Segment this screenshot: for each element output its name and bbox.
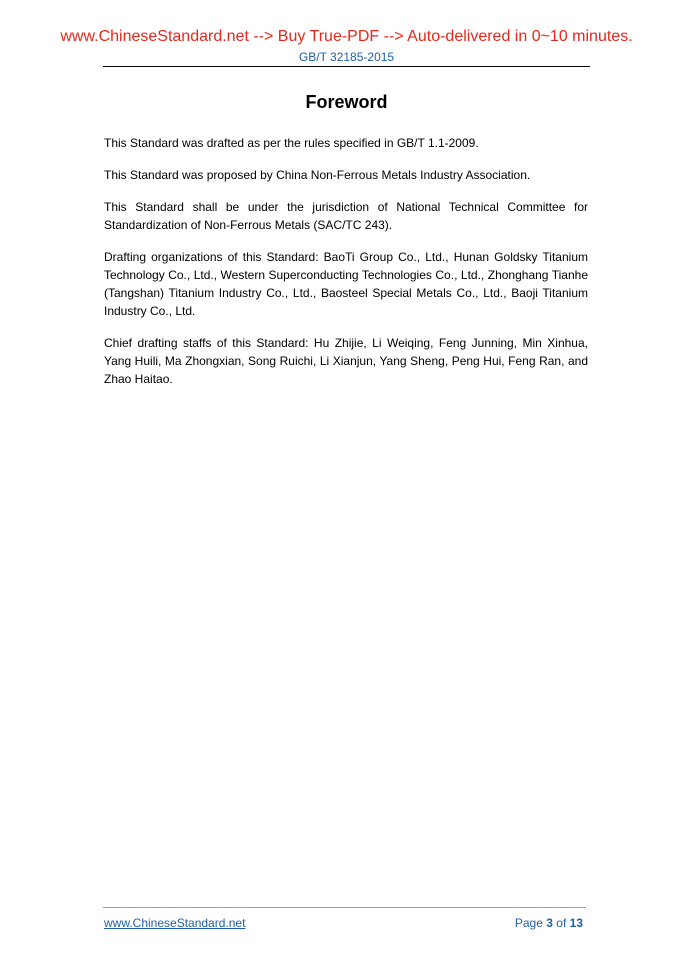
banner-link[interactable]: www.ChineseStandard.net --> Buy True-PDF --> Auto-delivered in 0~10 minutes. — [60, 28, 633, 45]
footer-site-link[interactable]: www.ChineseStandard.net — [104, 916, 246, 930]
document-body — [104, 134, 588, 402]
header-divider — [103, 66, 590, 67]
page-total: 13 — [569, 916, 583, 930]
standard-code: GB/T 32185-2015 — [298, 50, 395, 64]
paragraph-chief-drafting-staffs: Chief drafting staffs of this Standard: Hu Zhijie, Li Weiqing, Feng Junning, Min Xinhua, Yang Huili, Ma Zhongxian, Song Ruichi, Li Xianjun, Yang Sheng, Peng Hui, Feng Ran, and Zhao Haitao. — [104, 336, 588, 386]
page-indicator — [515, 915, 583, 931]
paragraph-jurisdiction: This Standard shall be under the jurisdiction of National Technical Committee for Standardization of Non-Ferrous Metals (SAC/TC 243). — [104, 200, 588, 232]
paragraph-proposed-by: This Standard was proposed by China Non-Ferrous Metals Industry Association. — [104, 168, 531, 182]
paragraph-drafting-organizations: Drafting organizations of this Standard: BaoTi Group Co., Ltd., Hunan Goldsky Titanium Technology Co., Ltd., Western Superconducting Technologies Co., Ltd., Zhonghang Tianhe (Tangshan) Titanium Industry Co., Ltd., Baosteel Special Metals Co., Ltd., Baoji Titanium Industry Co., Ltd. — [104, 250, 588, 318]
header-banner — [0, 27, 693, 47]
footer-divider — [103, 907, 586, 908]
page-title: Foreword — [305, 92, 388, 112]
paragraph-drafting-rules: This Standard was drafted as per the rules specified in GB/T 1.1-2009. — [104, 136, 479, 150]
page-number: 3 — [546, 916, 553, 930]
page-of: of — [556, 916, 567, 930]
page-label: Page — [514, 916, 543, 930]
